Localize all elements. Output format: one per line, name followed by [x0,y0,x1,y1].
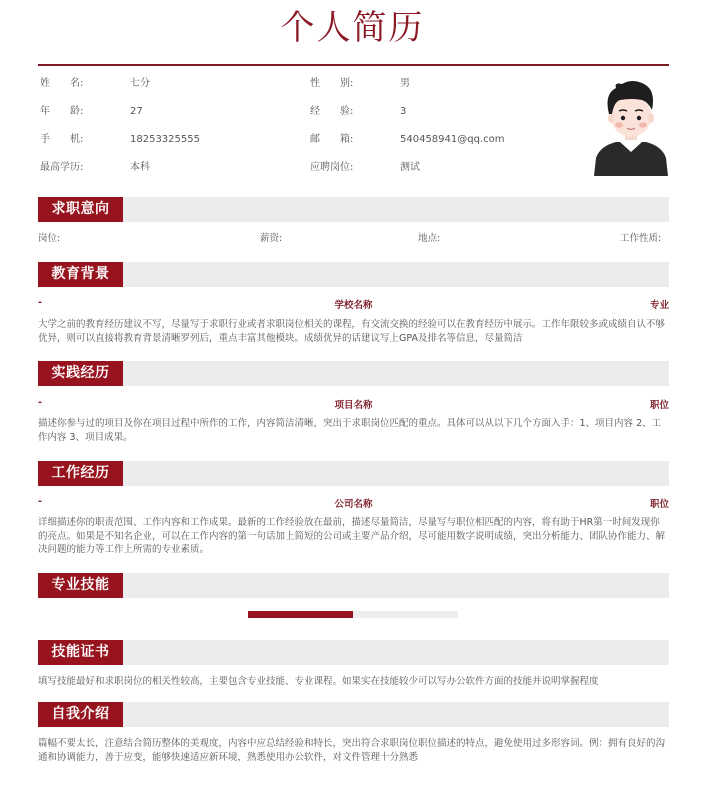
section-header-certificates [38,640,669,665]
practice-role: 职位 [649,400,669,411]
page-title: 个人简历 [280,8,425,48]
practice-date: - [38,397,42,408]
intention-location-label: 地点: [418,233,441,244]
section-header-practice [38,361,669,386]
section-title-skills: 专业技能 [38,573,123,598]
work-meta-row [38,496,669,510]
title-divider [38,64,669,66]
practice-project: 项目名称 [334,400,373,411]
age-value: 27 [130,106,143,117]
work-role: 职位 [649,499,669,510]
education-school: 学校名称 [334,300,373,311]
position-value: 测试 [400,162,420,173]
work-date: - [38,496,42,507]
gender-value: 男 [400,78,410,89]
section-header-skills [38,573,669,598]
email-value: 540458941@qq.com [400,134,505,145]
section-title-work: 工作经历 [38,461,123,486]
section-header-education [38,262,669,287]
education-value: 本科 [130,162,150,173]
section-header-intention [38,197,669,222]
section-title-intro: 自我介绍 [38,702,123,727]
section-title-practice: 实践经历 [38,361,123,386]
position-label: 应聘岗位: [310,162,354,173]
section-title-education: 教育背景 [38,262,123,287]
avatar-icon [592,80,670,176]
age-label: 年 龄: [40,106,84,117]
phone-label: 手 机: [40,134,84,145]
section-title-certificates: 技能证书 [38,640,123,665]
education-date: - [38,297,42,308]
intro-description: 篇幅不要太长，注意结合简历整体的美观度，内容中应总结经验和特长，突出符合求职岗位职位描述的特点，避免使用过多形容词。例：拥有良好的沟通和协调能力，善于应变，能够快速适应新环境，熟悉使用办公软件，对文件管理十分熟悉 [38,738,666,763]
experience-value: 3 [400,106,407,117]
section-header-work [38,461,669,486]
section-title-intention: 求职意向 [38,197,123,222]
name-label: 姓 名: [40,78,84,89]
practice-meta-row [38,397,669,411]
education-meta-row [38,297,669,311]
section-header-intro [38,702,669,727]
experience-label: 经 验: [310,106,354,117]
name-value: 七分 [130,78,150,89]
work-company: 公司名称 [334,499,373,510]
education-label: 最高学历: [40,162,84,173]
certificates-description: 填写技能最好和求职岗位的相关性较高，主要包含专业技能、专业课程。如果实在技能较少可以写办公软件方面的技能并说明掌握程度 [38,676,599,687]
skill-progress-bar [248,611,458,618]
gender-label: 性 别: [310,78,354,89]
education-major: 专业 [649,300,669,311]
intention-nature-label: 工作性质: [620,233,662,244]
practice-description: 描述你参与过的项目及你在项目过程中所作的工作，内容简洁清晰，突出于求职岗位匹配的重点。具体可以从以下几个方面入手：1、项目内容 2、工作内容 3、项目成果。 [38,418,662,443]
skill-progress-fill [248,611,353,618]
education-description: 大学之前的教育经历建议不写，尽量写于求职行业或者求职岗位相关的课程，有交流交换的经验可以在教育经历中展示。工作年限较多或成绩自认不够优异，则可以直接将教育背景清晰罗列后，重点丰富其他模块。成绩优异的话建议写上GPA及排名等信息，尽量简洁 [38,319,666,344]
phone-value: 18253325555 [130,134,200,145]
work-description: 详细描述你的职责范围、工作内容和工作成果。最新的工作经验放在最前，描述尽量简洁，尽量写与职位相匹配的内容，将有助于HR第一时间发现你的亮点。如果是不知名企业，可以在工作内容的第一句话加上简短的公司或主要产品介绍，尽可能用数字说明成绩，突出分析能力、团队协作能力、解决问题的能力等工作上所需的专业素质。 [38,517,666,555]
intention-salary-label: 薪资: [260,233,283,244]
intention-post-label: 岗位: [38,233,61,244]
email-label: 邮 箱: [310,134,354,145]
